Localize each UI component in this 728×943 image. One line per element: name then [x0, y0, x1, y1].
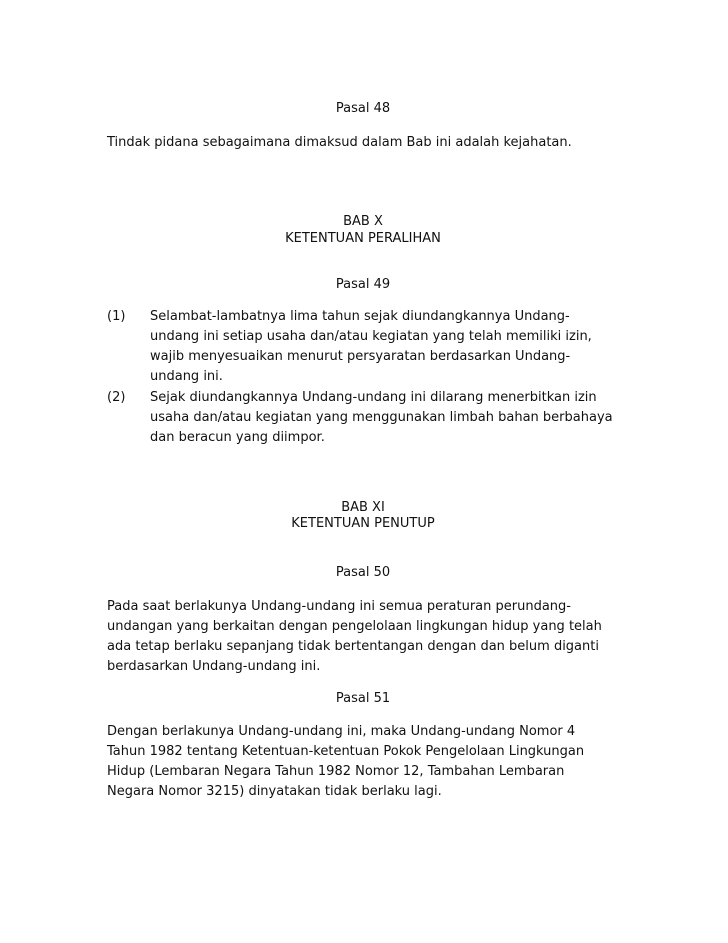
text-line: berdasarkan Undang-undang ini. — [107, 659, 321, 674]
text-line: Dengan berlakunya Undang-undang ini, maka Undang-undang Nomor 4 — [107, 724, 576, 739]
pasal-50-heading: Pasal 50 — [335, 565, 391, 580]
item-number: (1) — [107, 309, 126, 324]
text-line: undang ini setiap usaha dan/atau kegiatan yang telah memiliki izin, — [150, 329, 592, 344]
pasal-48-text — [107, 133, 627, 153]
bab-11-title: BAB XI — [341, 500, 385, 515]
text-line: dan beracun yang diimpor. — [150, 430, 325, 445]
pasal-49-heading: Pasal 49 — [335, 277, 391, 292]
item-text — [150, 307, 630, 387]
text-line: undangan yang berkaitan dengan pengelolaan lingkungan hidup yang telah — [107, 619, 602, 634]
text-line: ada tetap berlaku sepanjang tidak bertentangan dengan dan belum diganti — [107, 639, 599, 654]
pasal-51-heading: Pasal 51 — [335, 691, 391, 706]
text-line: wajib menyesuaikan menurut persyaratan berdasarkan Undang- — [150, 349, 571, 364]
pasal-48-heading: Pasal 48 — [335, 101, 391, 116]
text-line: Sejak diundangkannya Undang-undang ini dilarang menerbitkan izin — [150, 390, 597, 405]
text-line: Pada saat berlakunya Undang-undang ini semua peraturan perundang- — [107, 599, 571, 614]
bab-10-subtitle: KETENTUAN PERALIHAN — [285, 231, 441, 246]
text-line: Tindak pidana sebagaimana dimaksud dalam Bab ini adalah kejahatan. — [107, 135, 572, 150]
pasal-50-text — [107, 597, 627, 677]
pasal-51-text — [107, 722, 627, 802]
bab-11-subtitle: KETENTUAN PENUTUP — [291, 516, 435, 531]
item-text — [150, 388, 630, 448]
text-line: Hidup (Lembaran Negara Tahun 1982 Nomor 12, Tambahan Lembaran — [107, 764, 565, 779]
text-line: Negara Nomor 3215) dinyatakan tidak berlaku lagi. — [107, 784, 442, 799]
text-line: usaha dan/atau kegiatan yang menggunakan limbah bahan berbahaya — [150, 410, 613, 425]
text-line: Selambat-lambatnya lima tahun sejak diundangkannya Undang- — [150, 309, 570, 324]
bab-10-title: BAB X — [343, 214, 383, 229]
item-number: (2) — [107, 390, 126, 405]
text-line: Tahun 1982 tentang Ketentuan-ketentuan Pokok Pengelolaan Lingkungan — [107, 744, 585, 759]
text-line: undang ini. — [150, 369, 223, 384]
